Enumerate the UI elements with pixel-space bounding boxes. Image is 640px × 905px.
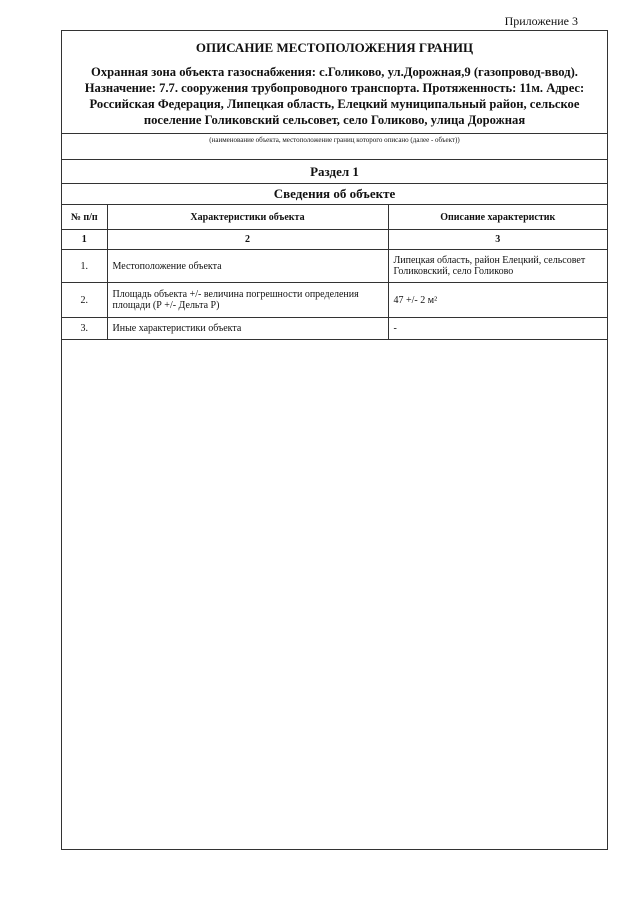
row-characteristic: Площадь объекта +/- величина погрешности определения площади (Р +/- Дельта Р) — [107, 283, 388, 318]
row-value: Липецкая область, район Елецкий, сельсовет Голиковский, село Голиково — [388, 250, 607, 283]
header-cell: Описание характеристик — [388, 205, 607, 230]
appendix-label: Приложение 3 — [504, 14, 578, 28]
number-cell: 1 — [62, 230, 107, 250]
document-frame — [61, 30, 608, 850]
header-cell: Характеристики объекта — [107, 205, 388, 230]
object-caption: (наименование объекта, местоположение границ которого описано (далее - объект)) — [209, 136, 460, 144]
table-number-row — [62, 230, 607, 250]
document-title: ОПИСАНИЕ МЕСТОПОЛОЖЕНИЯ ГРАНИЦ — [195, 40, 474, 55]
section-subtitle: Сведения об объекте — [273, 186, 396, 201]
table-row — [62, 250, 607, 283]
section-title: Раздел 1 — [310, 164, 359, 179]
table-header-row — [62, 205, 607, 230]
row-number: 1. — [62, 250, 107, 283]
row-value: - — [388, 318, 607, 340]
object-description: Охранная зона объекта газоснабжения: с.Голиково, ул.Дорожная,9 (газопровод-ввод). Назначение: 7.7. сооружения трубопроводного транспорта. Протяженность: 11м. Адрес: Российская Федерация, Липецкая область, Елецкий муниципальный район, сельское поселение Голиковский сельсовет, село Голиково, улица Дорожная — [84, 65, 585, 127]
number-cell: 3 — [388, 230, 607, 250]
row-value: 47 +/- 2 м² — [388, 283, 607, 318]
row-number: 3. — [62, 318, 107, 340]
header-cell: № п/п — [62, 205, 107, 230]
characteristics-table — [62, 204, 607, 340]
table-row — [62, 318, 607, 340]
row-characteristic: Местоположение объекта — [107, 250, 388, 283]
table-row — [62, 283, 607, 318]
row-number: 2. — [62, 283, 107, 318]
number-cell: 2 — [107, 230, 388, 250]
row-characteristic: Иные характеристики объекта — [107, 318, 388, 340]
